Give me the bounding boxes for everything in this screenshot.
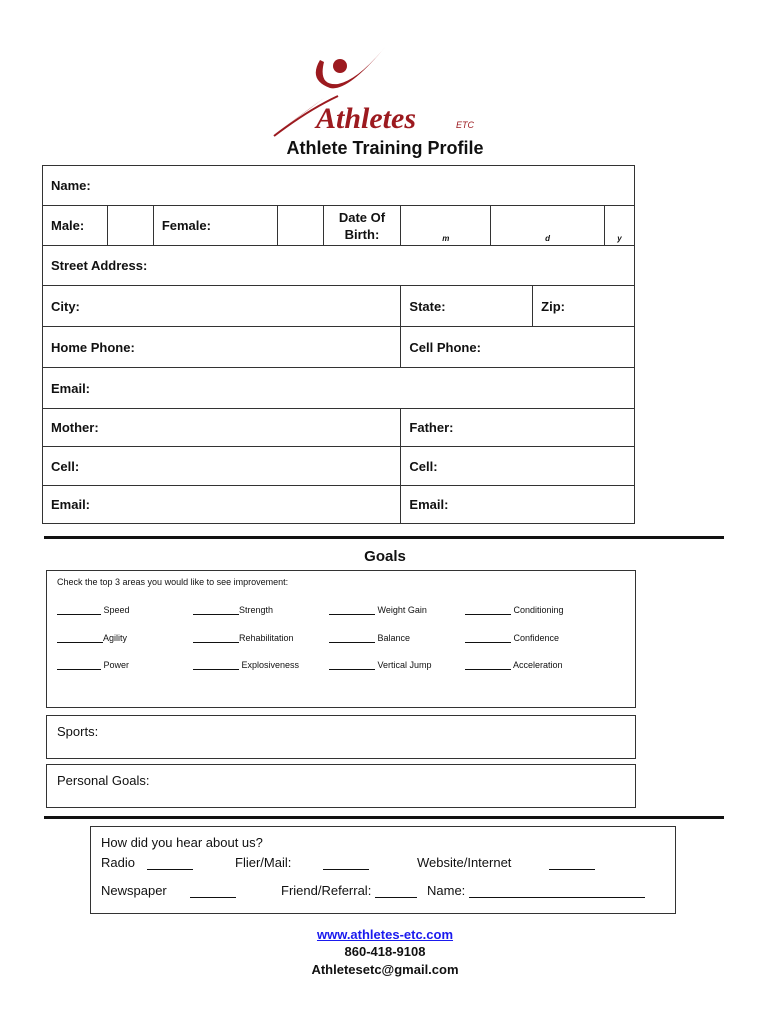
logo-suffix: ETC	[456, 120, 474, 130]
father-label: Father:	[409, 420, 454, 435]
referral-blank[interactable]	[375, 897, 417, 898]
goal-blank[interactable]	[57, 642, 103, 643]
goal-label: Confidence	[513, 633, 560, 643]
goal-blank[interactable]	[57, 614, 101, 615]
goal-weight-gain[interactable]	[329, 605, 427, 615]
referral-website[interactable]	[417, 855, 595, 870]
mother-email-label: Email:	[51, 497, 91, 512]
goal-blank[interactable]	[329, 669, 375, 670]
dob-label-1: Date Of	[338, 209, 386, 225]
home-phone-field[interactable]	[43, 327, 401, 368]
referral-blank[interactable]	[323, 869, 369, 870]
goal-blank[interactable]	[193, 614, 239, 615]
personal-goals-label: Personal Goals:	[57, 773, 150, 788]
goal-confidence[interactable]	[465, 633, 559, 643]
referral-box	[90, 826, 676, 914]
dob-month-hint: m	[442, 234, 450, 243]
referral-radio[interactable]	[101, 855, 193, 870]
goal-power[interactable]	[57, 660, 129, 670]
referral-blank[interactable]	[147, 869, 193, 870]
email-label: Email:	[51, 380, 91, 396]
goal-agility[interactable]	[57, 633, 127, 643]
goal-speed[interactable]	[57, 605, 130, 615]
referral-friend-label: Friend/Referral:	[281, 883, 372, 898]
city-label: City:	[51, 298, 80, 314]
home-phone-label: Home Phone:	[51, 339, 135, 355]
goal-label: Conditioning	[513, 605, 564, 615]
father-email-label: Email:	[409, 497, 449, 512]
referral-flier[interactable]	[235, 855, 369, 870]
mother-cell-label: Cell:	[51, 458, 80, 474]
goal-label: Strength	[239, 605, 274, 615]
state-field[interactable]	[401, 286, 533, 327]
father-cell-field[interactable]	[401, 447, 635, 486]
goal-explosiveness[interactable]	[193, 660, 299, 670]
father-email-field[interactable]	[401, 486, 635, 524]
referral-name-label: Name:	[427, 883, 466, 898]
mother-cell-field[interactable]	[43, 447, 401, 486]
mother-email-field[interactable]	[43, 486, 401, 524]
athlete-info-table	[42, 165, 635, 524]
male-label: Male:	[51, 218, 85, 233]
city-field[interactable]	[43, 286, 401, 327]
referral-website-label: Website/Internet	[417, 855, 512, 870]
referral-newspaper-label: Newspaper	[101, 883, 167, 898]
name-field[interactable]	[43, 166, 635, 206]
goal-blank[interactable]	[465, 642, 511, 643]
referral-newspaper[interactable]	[101, 883, 236, 898]
cell-phone-field[interactable]	[401, 327, 635, 368]
footer-phone: 860-418-9108	[344, 944, 426, 959]
street-address-label: Street Address:	[51, 258, 148, 273]
cell-phone-label: Cell Phone:	[409, 339, 481, 355]
dob-day-hint: d	[545, 234, 551, 243]
email-field[interactable]	[43, 368, 635, 409]
goal-blank[interactable]	[329, 614, 375, 615]
goal-blank[interactable]	[465, 669, 511, 670]
female-label-cell	[153, 206, 277, 246]
goal-balance[interactable]	[329, 633, 410, 643]
male-checkbox[interactable]	[107, 206, 153, 246]
goal-strength[interactable]	[193, 605, 273, 615]
goals-intro: Check the top 3 areas you would like to see improvement:	[57, 577, 289, 587]
goal-blank[interactable]	[193, 669, 239, 670]
athletes-etc-logo	[268, 40, 504, 140]
father-field[interactable]	[401, 409, 635, 447]
personal-goals-field[interactable]	[46, 764, 636, 808]
dob-label-cell	[323, 206, 401, 246]
sports-label: Sports:	[57, 724, 99, 739]
female-checkbox[interactable]	[277, 206, 323, 246]
dob-month-field[interactable]	[401, 206, 491, 246]
goal-label: Agility	[103, 633, 128, 643]
goal-blank[interactable]	[329, 642, 375, 643]
dob-year-field[interactable]	[604, 206, 634, 246]
zip-field[interactable]	[533, 286, 635, 327]
male-label-cell	[43, 206, 108, 246]
goal-rehabilitation[interactable]	[193, 633, 294, 643]
goal-blank[interactable]	[465, 614, 511, 615]
referral-flier-label: Flier/Mail:	[235, 855, 292, 870]
goal-label: Power	[103, 660, 130, 670]
street-address-field[interactable]	[43, 246, 635, 286]
mother-label: Mother:	[51, 420, 99, 435]
goal-vertical-jump[interactable]	[329, 660, 432, 670]
goals-title: Goals	[364, 548, 406, 565]
logo-text: Athletes	[316, 102, 417, 135]
website-link[interactable]: www.athletes-etc.com	[316, 927, 454, 942]
goal-label: Acceleration	[513, 660, 563, 670]
name-label: Name:	[51, 178, 91, 193]
referral-blank[interactable]	[549, 869, 595, 870]
section-divider	[44, 816, 724, 819]
referral-name-blank[interactable]	[469, 897, 645, 898]
goal-blank[interactable]	[193, 642, 239, 643]
goal-label: Explosiveness	[241, 660, 300, 670]
female-label: Female:	[161, 218, 211, 233]
goal-label: Rehabilitation	[239, 633, 294, 643]
referral-blank[interactable]	[190, 897, 236, 898]
state-label: State:	[409, 298, 446, 314]
mother-field[interactable]	[43, 409, 401, 447]
goal-label: Weight Gain	[377, 605, 427, 615]
dob-year-hint: y	[617, 234, 622, 243]
goal-label: Vertical Jump	[377, 660, 432, 670]
referral-question: How did you hear about us?	[101, 835, 263, 850]
sports-field[interactable]	[46, 715, 636, 759]
dob-label-2: Birth:	[344, 226, 380, 242]
goals-box	[46, 570, 636, 708]
section-divider	[44, 536, 724, 539]
form-title: Athlete Training Profile	[286, 138, 484, 158]
zip-label: Zip:	[541, 298, 565, 314]
footer-email: Athletesetc@gmail.com	[311, 962, 459, 977]
referral-friend[interactable]	[281, 883, 417, 898]
goal-label: Balance	[377, 633, 411, 643]
referral-radio-label: Radio	[101, 855, 135, 870]
goal-blank[interactable]	[57, 669, 101, 670]
father-cell-label: Cell:	[409, 458, 438, 474]
goal-label: Speed	[103, 605, 130, 615]
referral-name[interactable]	[427, 883, 645, 898]
goal-acceleration[interactable]	[465, 660, 563, 670]
dob-day-field[interactable]	[491, 206, 605, 246]
goal-conditioning[interactable]	[465, 605, 564, 615]
